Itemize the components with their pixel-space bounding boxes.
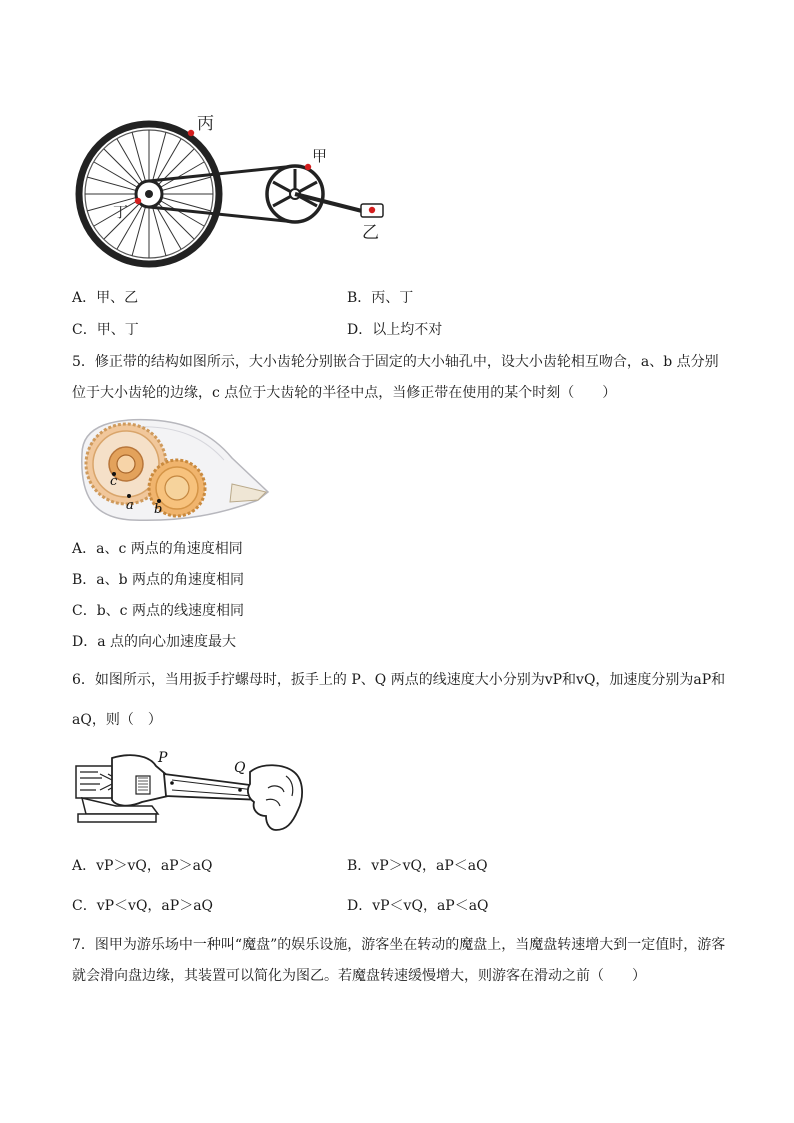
q6-option-a: A．vP＞vQ，aP＞aQ [72,858,213,874]
q4-option-b: B．丙、丁 [347,290,414,306]
q5-option-c: C．b、c 两点的线速度相同 [72,603,244,619]
wrench-figure [72,750,307,840]
q4-option-d: D．以上均不对 [347,322,443,338]
label-jia: 甲 [312,147,328,165]
point-q [238,788,242,792]
q7-stem-line1: 7．图甲为游乐场中一种叫“魔盘”的娱乐设施，游客坐在转动的魔盘上，当魔盘转速增大到一定值时，游客 [72,937,726,953]
point-yi [369,207,375,213]
q6-option-c: C．vP＜vQ，aP＞aQ [72,898,214,914]
q4-option-a: A．甲、乙 [72,290,139,306]
label-bing: 丙 [197,114,214,134]
point-ding [135,198,141,204]
q7-stem-line2: 就会滑向盘边缘，其装置可以简化为图乙。若魔盘转速缓慢增大，则游客在滑动之前（ ） [72,968,646,984]
q5-stem-line2: 位于大小齿轮的边缘，c 点位于大齿轮的半径中点，当修正带在使用的某个时刻（ ） [72,385,617,401]
q6-option-d: D．vP＜vQ，aP＜aQ [347,898,489,914]
bicycle-figure [70,105,400,275]
point-bing [188,130,194,136]
q5-option-b: B．a、b 两点的角速度相同 [72,572,245,588]
q6-option-b: B．vP＞vQ，aP＜aQ [347,858,488,874]
q5-option-d: D．a 点的向心加速度最大 [72,634,237,650]
label-yi: 乙 [362,223,379,243]
correction-tape-figure [72,414,272,529]
label-q: Q [234,760,246,776]
q5-stem-line1: 5．修正带的结构如图所示，大小齿轮分别嵌合于固定的大小轴孔中，设大小齿轮相互吻合，a、b 点分别 [72,354,719,370]
label-c: c [110,474,118,489]
label-p: P [158,750,168,766]
point-jia [305,164,311,170]
label-ding: 丁 [113,203,129,221]
label-a: a [126,498,134,513]
q5-option-a: A．a、c 两点的角速度相同 [72,541,243,557]
q6-stem-line2: aQ，则（ ） [72,712,162,728]
point-p [170,781,174,785]
q6-stem-line1: 6．如图所示，当用扳手拧螺母时，扳手上的 P、Q 两点的线速度大小分别为vP和vQ，加速度分别为aP和 [72,672,726,688]
q4-option-c: C．甲、丁 [72,322,139,338]
label-b: b [154,502,163,517]
